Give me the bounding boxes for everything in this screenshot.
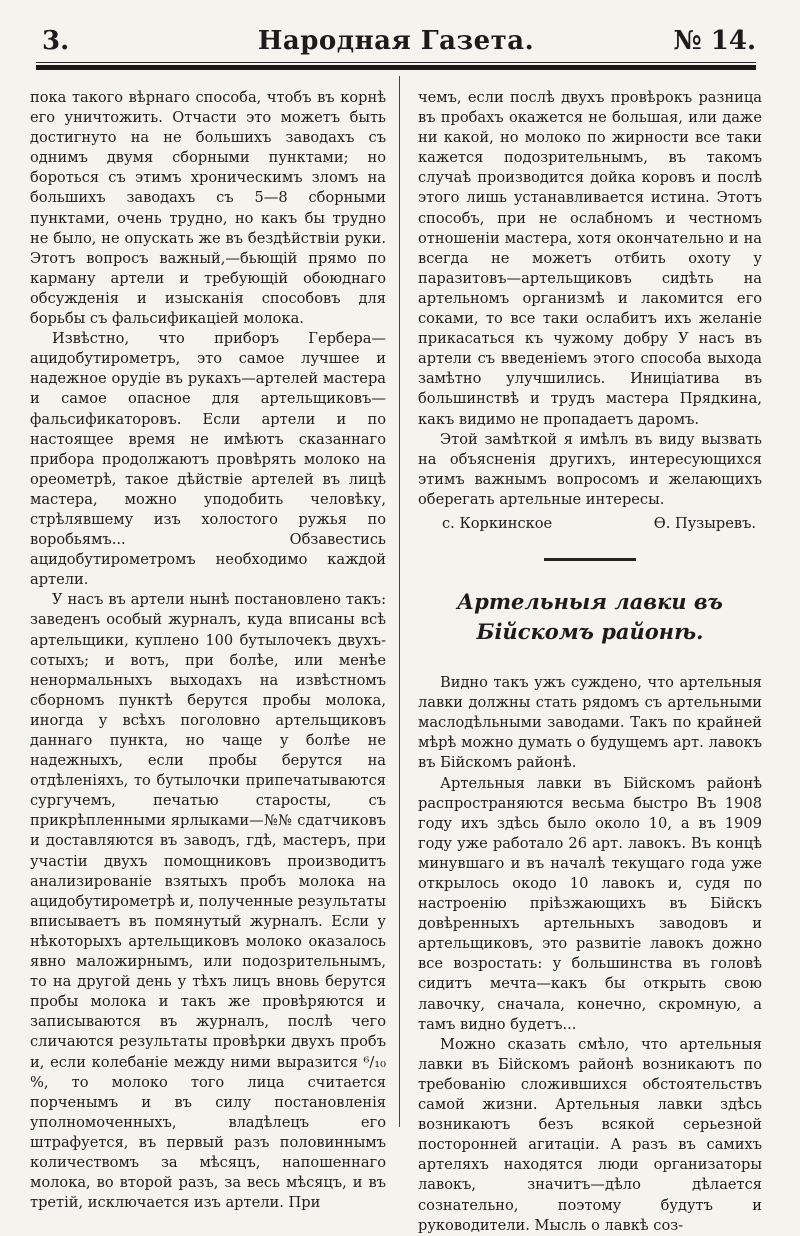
section-separator [544,558,636,561]
page-header [36,18,756,58]
column-divider [399,76,400,1127]
header-rule-thin [36,62,756,63]
article-signature [418,514,762,534]
issue-number: № 14. [673,26,756,56]
newspaper-title: Народная Газета. [257,26,535,56]
article-paragraph: У насъ въ артели нынѣ постановлено такъ: заведенъ особый журналъ, куда вписаны всѣ артельщики, куплено 100 бутылочекъ двухъ-сотыхъ; и вотъ, при болѣе, или менѣе ненормальныхъ выходахъ на извѣстномъ сборномъ пунктѣ берутся пробы молока, иногда у всѣхъ поголовно артельщиковъ даннаго пункта, но чаще у болѣе не надежныхъ, если пробы берутся на отдѣленіяхъ, то бутылочки припечатываются сургучемъ, печатью старосты, съ прикрѣпленными ярлыками—№№ сдатчиковъ и доставляются въ заводъ, гдѣ, мастеръ, при участіи двухъ помощниковъ производитъ анализированіе взятыхъ пробъ молока на ацидобутирометрѣ и, полученные результаты вписываетъ въ помянутый журналъ. Если у нѣкоторыхъ артельщиковъ молоко оказалось явно маложирнымъ, или подозрительнымъ, то на другой день у тѣхъ лицъ вновь берутся пробы молока и такъ же провѣряются и записываются въ журналъ, послѣ чего сличаются результаты провѣрки двухъ пробъ и, если колебаніе между ними выразится ⁶/₁₀ %, то молоко того лица считается порченымъ и въ силу постановленія уполномоченныхъ, владѣлецъ его штрафуется, въ первый разъ половиннымъ количествомъ за мѣсяцъ, напошеннаго молока, во второй разъ, за весь мѣсяцъ, и въ третій, исключается изъ артели. При [30,591,386,1212]
article-paragraph: Видно такъ ужъ суждено, что артельныя лавки должны стать рядомъ съ артельными маслодѣльными заводами. Такъ по крайней мѣрѣ можно думать о будущемъ арт. лавокъ въ Бійскомъ районѣ. [418,674,762,772]
article-paragraph: Этой замѣткой я имѣлъ въ виду вызвать на объясненія другихъ, интересующихся этимъ важнымъ вопросомъ и желающихъ оберегать артельные интересы. [418,430,762,508]
article-paragraph: Артельныя лавки въ Бійскомъ районѣ распространяются весьма быстро Въ 1908 году ихъ здѣсь было около 10, а въ 1909 году уже работало 26 арт. лавокъ. Въ концѣ минувшаго и въ началѣ текущаго года уже открылось окодо 10 лавокъ и, судя по настроенію пріѣзжающихъ въ Бійскъ довѣренныхъ артельныхъ заводовъ и артельщиковъ, это развитіе лавокъ дожно все возростать: у большинства въ головѣ сидитъ мечта—какъ бы открыть свою лавочку, сначала, конечно, скромную, а тамъ видно будетъ... [418,774,762,1033]
left-column [30,88,386,1213]
article-paragraph: пока такого вѣрнаго способа, чтобъ въ корнѣ его уничтожить. Отчасти это можетъ быть достигнуто на не большихъ заводахъ съ однимъ двумя сборными пунктами; но бороться съ этимъ хроническимъ зломъ на большихъ заводахъ съ 5—8 сборными пунктами, очень трудно, но какъ бы трудно не было, не опускать же въ бездѣйствіи руки. Этотъ вопросъ важный,—бьющій прямо по карману артели и требующій обоюднаго обсужденія и изысканія способовъ для борьбы съ фальсификаціей молока. [30,89,386,328]
signature-author: Ѳ. Пузыревъ. [653,514,756,532]
article-paragraph: чемъ, если послѣ двухъ провѣрокъ разница въ пробахъ окажется не большая, или даже ни какой, но молоко по жирности все таки кажется подозрительнымъ, въ такомъ случаѣ производится дойка коровъ и послѣ этого лишь устанавливается истина. Этотъ способъ, при не ослабномъ и честномъ отношеніи мастера, хотя окончательно и на всегда не можетъ отбить охоту у паразитовъ—артельщиковъ сидѣть на артельномъ организмѣ и лакомится его соками, то все таки ослабитъ ихъ желаніе прикасаться къ чужому добру У насъ въ артели съ введеніемъ этого способа выхода замѣтно улучшились. Иниціатива въ большинствѣ и трудъ мастера Прядкина, какъ видимо не пропадаетъ даромъ. [418,89,762,428]
article-paragraph: Можно сказать смѣло, что артельныя лавки въ Бійскомъ районѣ возникаютъ по требованію сложившихся обстоятельствъ самой жизни. Артельныя лавки здѣсь возникаютъ безъ всякой серьезной посторонней агитаціи. А разъ въ самихъ артеляхъ находятся люди организаторы лавокъ, значитъ—дѣло дѣлается сознательно, поэтому будутъ и руководители. Мысль о лавкѣ соз- [418,1035,762,1234]
signature-place: с. Коркинское [442,514,553,532]
header-rule-thick [36,65,756,70]
page-number: 3. [42,26,70,56]
right-column [418,88,762,1236]
section-title: Артельныя лавки въ Бійскомъ районѣ. [457,589,723,645]
article-paragraph: Извѣстно, что приборъ Гербера—ацидобутирометръ, это самое лучшее и надежное орудіе въ рукахъ—артелей мастера и самое опасное для артельщиковъ—фальсификаторовъ. Если артели и по настоящее время не имѣютъ сказаннаго прибора продолжаютъ провѣрять молоко на ореометрѣ, такое дѣйствіе артелей въ лицѣ мастера, можно уподобить человѣку, стрѣлявшему изъ холостого ружья по воробьямъ... Обзавестись ацидобутирометромъ необходимо каждой артели. [30,330,386,589]
